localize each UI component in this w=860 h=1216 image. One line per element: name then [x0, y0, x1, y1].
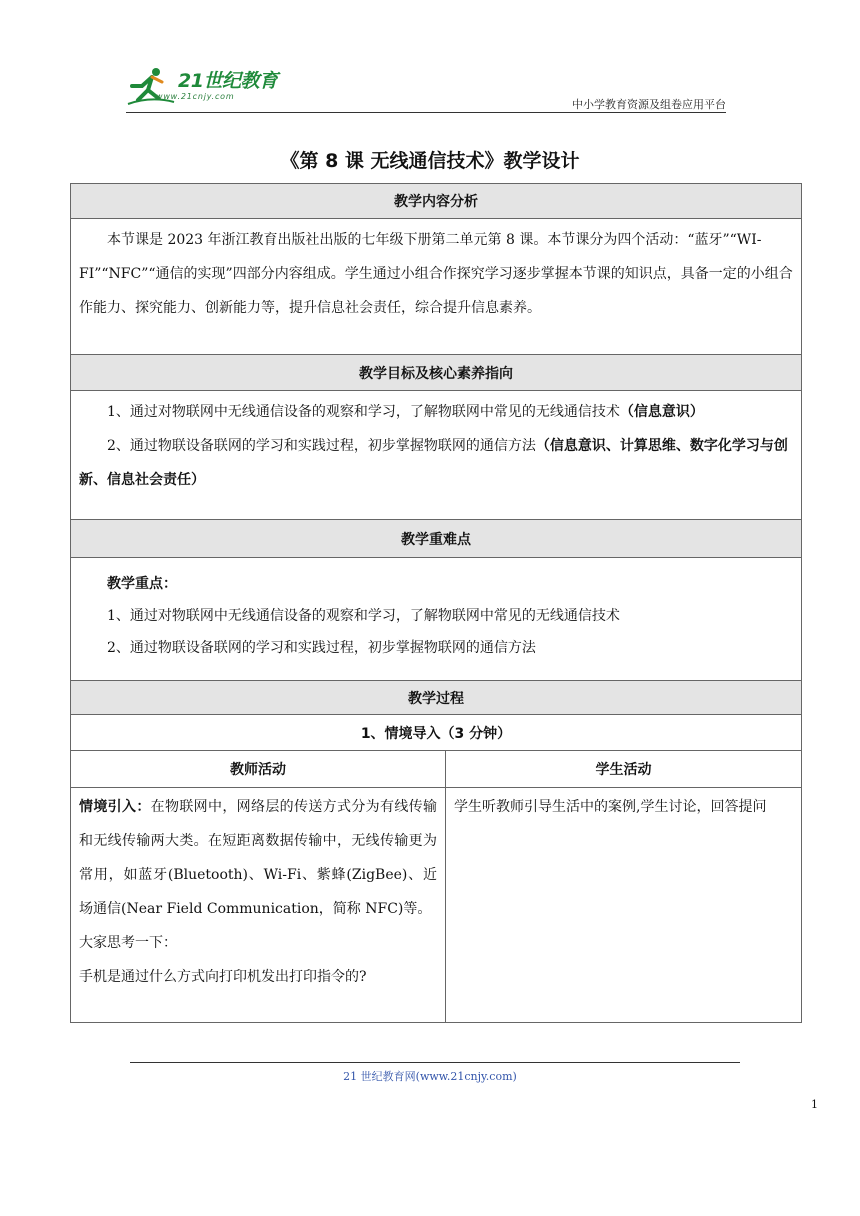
keypoints-heading [70, 520, 802, 558]
goal-item-1-competency: （信息意识） [619, 404, 704, 420]
teacher-think: 大家思考一下： [79, 935, 177, 951]
analysis-content [70, 219, 802, 355]
keypoints-content [70, 558, 802, 681]
logo-url: www.21cnjy.com [156, 92, 235, 101]
analysis-heading [70, 183, 802, 219]
page-number: 1 [811, 1098, 818, 1111]
site-logo[interactable] [126, 66, 326, 110]
header-divider [126, 112, 726, 113]
keypoint-item-1: 1、通过对物联网中无线通信设备的观察和学习，了解物联网中常见的无线通信技术 [107, 608, 620, 624]
analysis-heading-text: 教学内容分析 [394, 194, 478, 210]
teacher-activity-cell [71, 788, 445, 1022]
teacher-intro-label: 情境引入： [79, 799, 151, 815]
footer-site-link[interactable]: 21 世纪教育网(www.21cnjy.com) [343, 1070, 517, 1083]
goal-item-2 [79, 429, 793, 497]
footer-divider [130, 1062, 740, 1063]
process-heading-text: 教学过程 [408, 690, 464, 707]
logo-text: 21世纪教育 [178, 70, 278, 92]
goals-heading [70, 355, 802, 391]
analysis-text: 本节课是 2023 年浙江教育出版社出版的七年级下册第二单元第 8 课。本节课分为四个活动：“蓝牙”“WI-FI”“NFC”“通信的实现”四部分内容组成。学生通过小组合作探究学习逐步掌握本节课的知识点，具备一定的小组合作能力、探究能力、创新能力等，提升信息社会责任，综合提升信息素养。 [79, 232, 793, 316]
lesson-plan-table [70, 183, 802, 1023]
teacher-intro [79, 790, 437, 926]
teacher-activity-header: 教师活动 [71, 751, 445, 788]
teacher-question: 手机是通过什么方式向打印机发出打印指令的? [79, 969, 367, 985]
keypoints-label: 教学重点： [107, 576, 177, 592]
stage1-heading-text: 1、情境导入（3 分钟） [360, 725, 512, 742]
stage1-heading [70, 715, 802, 751]
keypoints-heading-text: 教学重难点 [401, 531, 471, 548]
goal-item-1 [79, 395, 793, 429]
teacher-column [71, 751, 446, 1022]
process-heading [70, 681, 802, 715]
platform-name: 中小学教育资源及组卷应用平台 [572, 98, 726, 111]
goals-heading-text: 教学目标及核心素养指向 [359, 365, 513, 382]
activity-columns [70, 751, 802, 1023]
page-header [126, 62, 726, 114]
keypoint-item-2: 2、通过物联设备联网的学习和实践过程，初步掌握物联网的通信方法 [107, 640, 536, 656]
teacher-intro-text: 在物联网中，网络层的传送方式分为有线传输和无线传输两大类。在短距离数据传输中，无线传输更为常用，如蓝牙(Bluetooth)、Wi-Fi、紫蜂(ZigBee)、近场通信(Near Field Communication，简称 NFC)等。 [79, 799, 438, 917]
student-column [446, 751, 801, 1022]
goal-item-2-text: 2、通过物联设备联网的学习和实践过程，初步掌握物联网的通信方法 [107, 438, 536, 454]
goals-content [70, 391, 802, 520]
goal-item-1-text: 1、通过对物联网中无线通信设备的观察和学习，了解物联网中常见的无线通信技术 [107, 404, 620, 420]
student-activity-cell: 学生听教师引导生活中的案例,学生讨论，回答提问 [454, 799, 767, 815]
goal-item-2-competency: （信息意识、计算思维、数字化学习与创新、信息社会责任） [79, 438, 788, 488]
student-activity-header: 学生活动 [446, 751, 801, 788]
page-title: 《第 8 课 无线通信技术》教学设计 [280, 150, 580, 172]
